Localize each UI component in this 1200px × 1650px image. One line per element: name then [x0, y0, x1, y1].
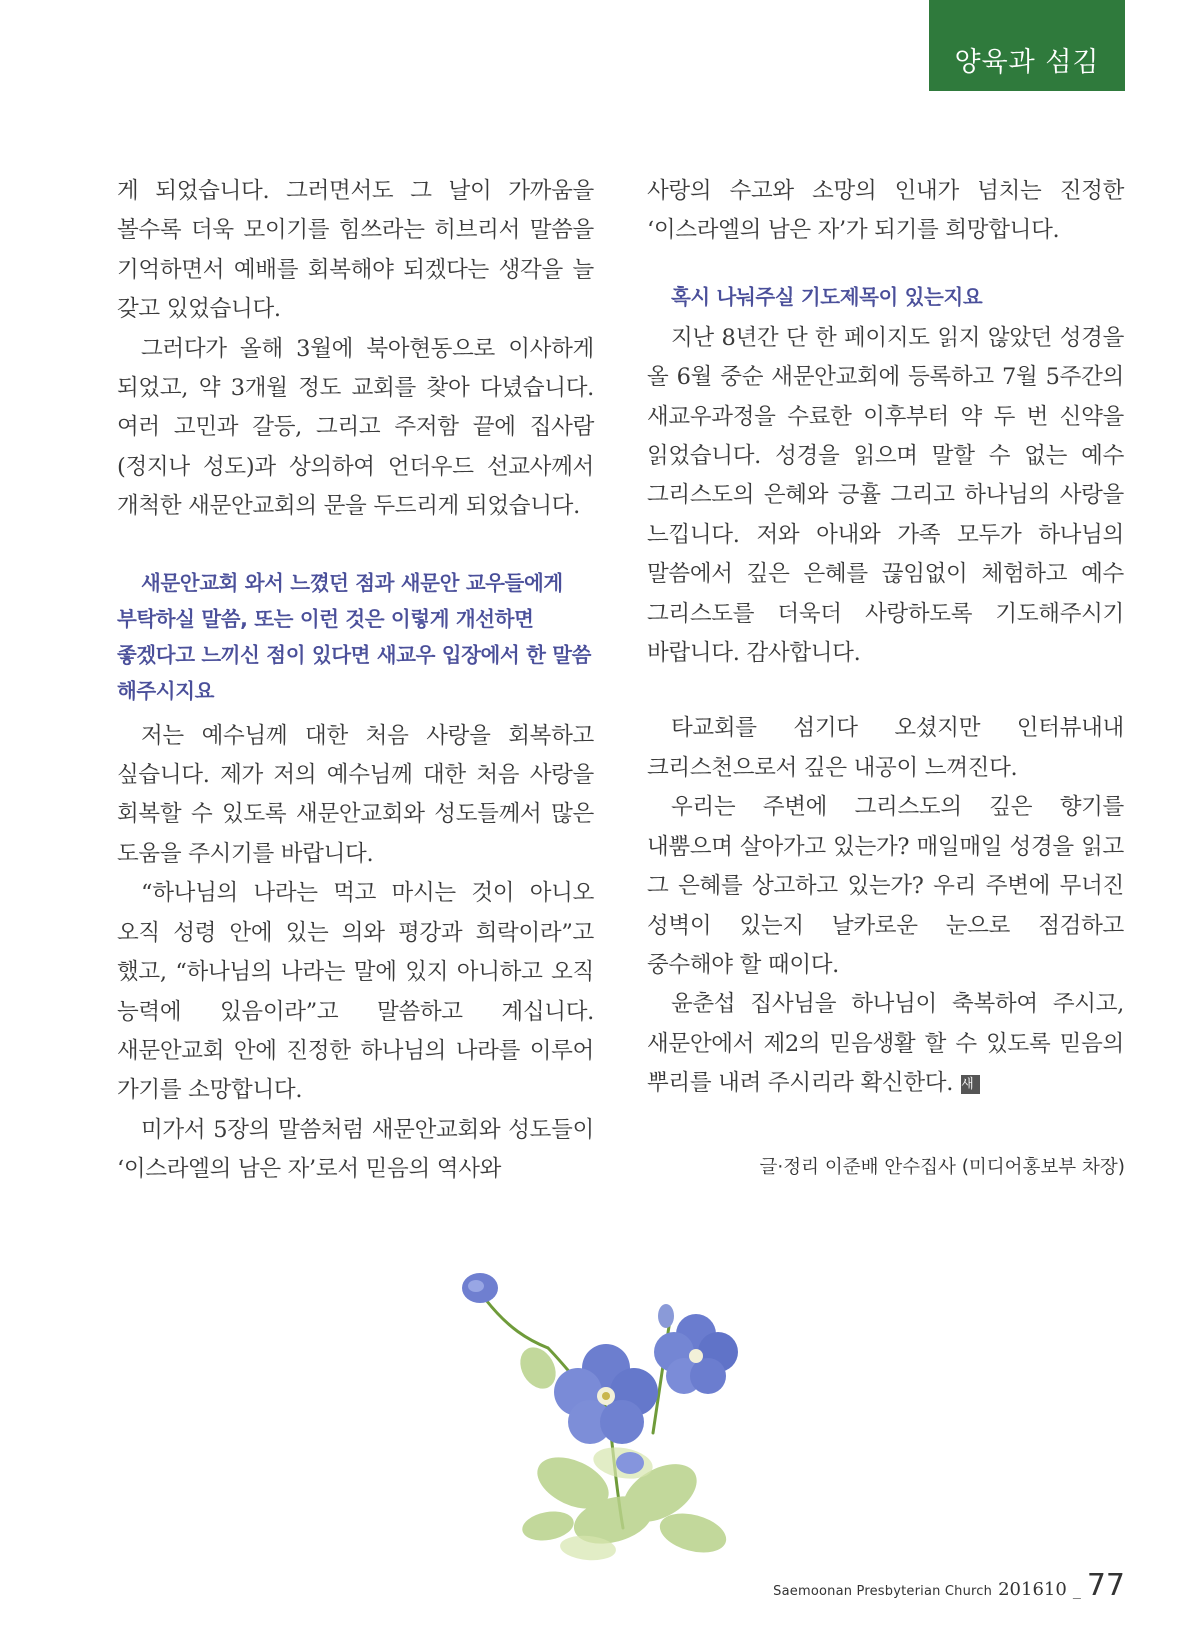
- footer-church-name: Saemoonan Presbyterian Church: [773, 1584, 993, 1599]
- page-footer: [773, 1568, 1125, 1603]
- interview-question-1: 새문안교회 와서 느꼈던 점과 새문안 교우들에게 부탁하실 말씀, 또는 이런 것은 이렇게 개선하면 좋겠다고 느끼신 점이 있다면 새교우 입장에서 한 말씀 해주시지요: [117, 570, 592, 703]
- left-paragraph-4: “하나님의 나라는 먹고 마시는 것이 아니오 오직 성령 안에 있는 의와 평강과 희락이라”고 했고, “하나님의 나라는 말에 있지 아니하고 오직 능력에 있음이라”고 말씀하고 계십니다. 새문안교회 안에 진정한 하나님의 나라를 이루어 가기를 소망합니다.: [117, 880, 594, 1104]
- left-column: [117, 172, 594, 1190]
- spacer: [647, 673, 1124, 709]
- left-paragraph-3: 저는 예수님께 대한 처음 사랑을 회복하고 싶습니다. 제가 저의 예수님께 대한 처음 사랑을 회복할 수 있도록 새문안교회와 성도들께서 많은 도움을 주시기를 바랍니다.: [117, 722, 594, 867]
- left-paragraph-5: 미가서 5장의 말씀처럼 새문안교회와 성도들이 ‘이스라엘의 남은 자’로서 믿음의 역사와: [117, 1116, 594, 1183]
- left-paragraph-2: 그러다가 올해 3월에 북아현동으로 이사하게 되었고, 약 3개월 정도 교회를 찾아 다녔습니다. 여러 고민과 갈등, 그리고 주저함 끝에 집사람(정지나 성도)과 상의하여 언더우드 선교사께서 개척한 새문안교회의 문을 두드리게 되었습니다.: [117, 335, 594, 520]
- footer-issue: 201610: [998, 1579, 1067, 1600]
- footer-separator: _: [1072, 1580, 1081, 1599]
- right-paragraph-5-text: 윤춘섭 집사님을 하나님이 축복하여 주시고, 새문안에서 제2의 믿음생활 할 수 있도록 믿음의 뿌리를 내려 주시리라 확신한다.: [647, 991, 1124, 1097]
- right-paragraph-5: [647, 985, 1124, 1103]
- left-paragraph-1: 게 되었습니다. 그러면서도 그 날이 가까움을 볼수록 더욱 모이기를 힘쓰라는 히브리서 말씀을 기억하면서 예배를 회복해야 되겠다는 생각을 늘 갖고 있었습니다.: [117, 178, 594, 323]
- page-number: 77: [1086, 1568, 1125, 1603]
- interview-question-2: 혹시 나눠주실 기도제목이 있는지요: [671, 284, 983, 309]
- right-paragraph-1: 사랑의 수고와 소망의 인내가 넘치는 진정한 ‘이스라엘의 남은 자’가 되기를 희망합니다.: [647, 178, 1124, 244]
- right-paragraph-4: 우리는 주변에 그리스도의 깊은 향기를 내뿜으며 살아가고 있는가? 매일매일 성경을 읽고 그 은혜를 상고하고 있는가? 우리 주변에 무너진 성벽이 있는지 날카로운 눈으로 점검하고 중수해야 할 때이다.: [647, 794, 1124, 978]
- right-column: [647, 172, 1124, 1104]
- section-tab: [929, 0, 1125, 91]
- section-title: 양육과 섬김: [954, 47, 1100, 78]
- flower-illustration: [438, 1258, 802, 1578]
- article-credit: 글·정리 이준배 안수집사 (미디어홍보부 차장): [759, 1157, 1125, 1178]
- right-paragraph-3: 타교회를 섬기다 오셨지만 인터뷰내내 크리스천으로서 깊은 내공이 느껴진다.: [647, 715, 1124, 781]
- right-paragraph-2: 지난 8년간 단 한 페이지도 읽지 않았던 성경을 올 6월 중순 새문안교회에 등록하고 7월 5주간의 새교우과정을 수료한 이후부터 약 두 번 신약을 읽었습니다. 성경을 읽으며 말할 수 없는 예수 그리스도의 은혜와 긍휼 그리고 하나님의 사랑을 느낍니다. 저와 아내와 가족 모두가 하나님의 말씀에서 깊은 은혜를 끊임없이 체험하고 예수 그리스도를 더욱더 사랑하도록 기도해주시기 바랍니다. 감사합니다.: [647, 324, 1124, 667]
- spacer: [117, 527, 594, 565]
- end-mark-icon: 새: [961, 1075, 980, 1094]
- spacer: [647, 251, 1124, 279]
